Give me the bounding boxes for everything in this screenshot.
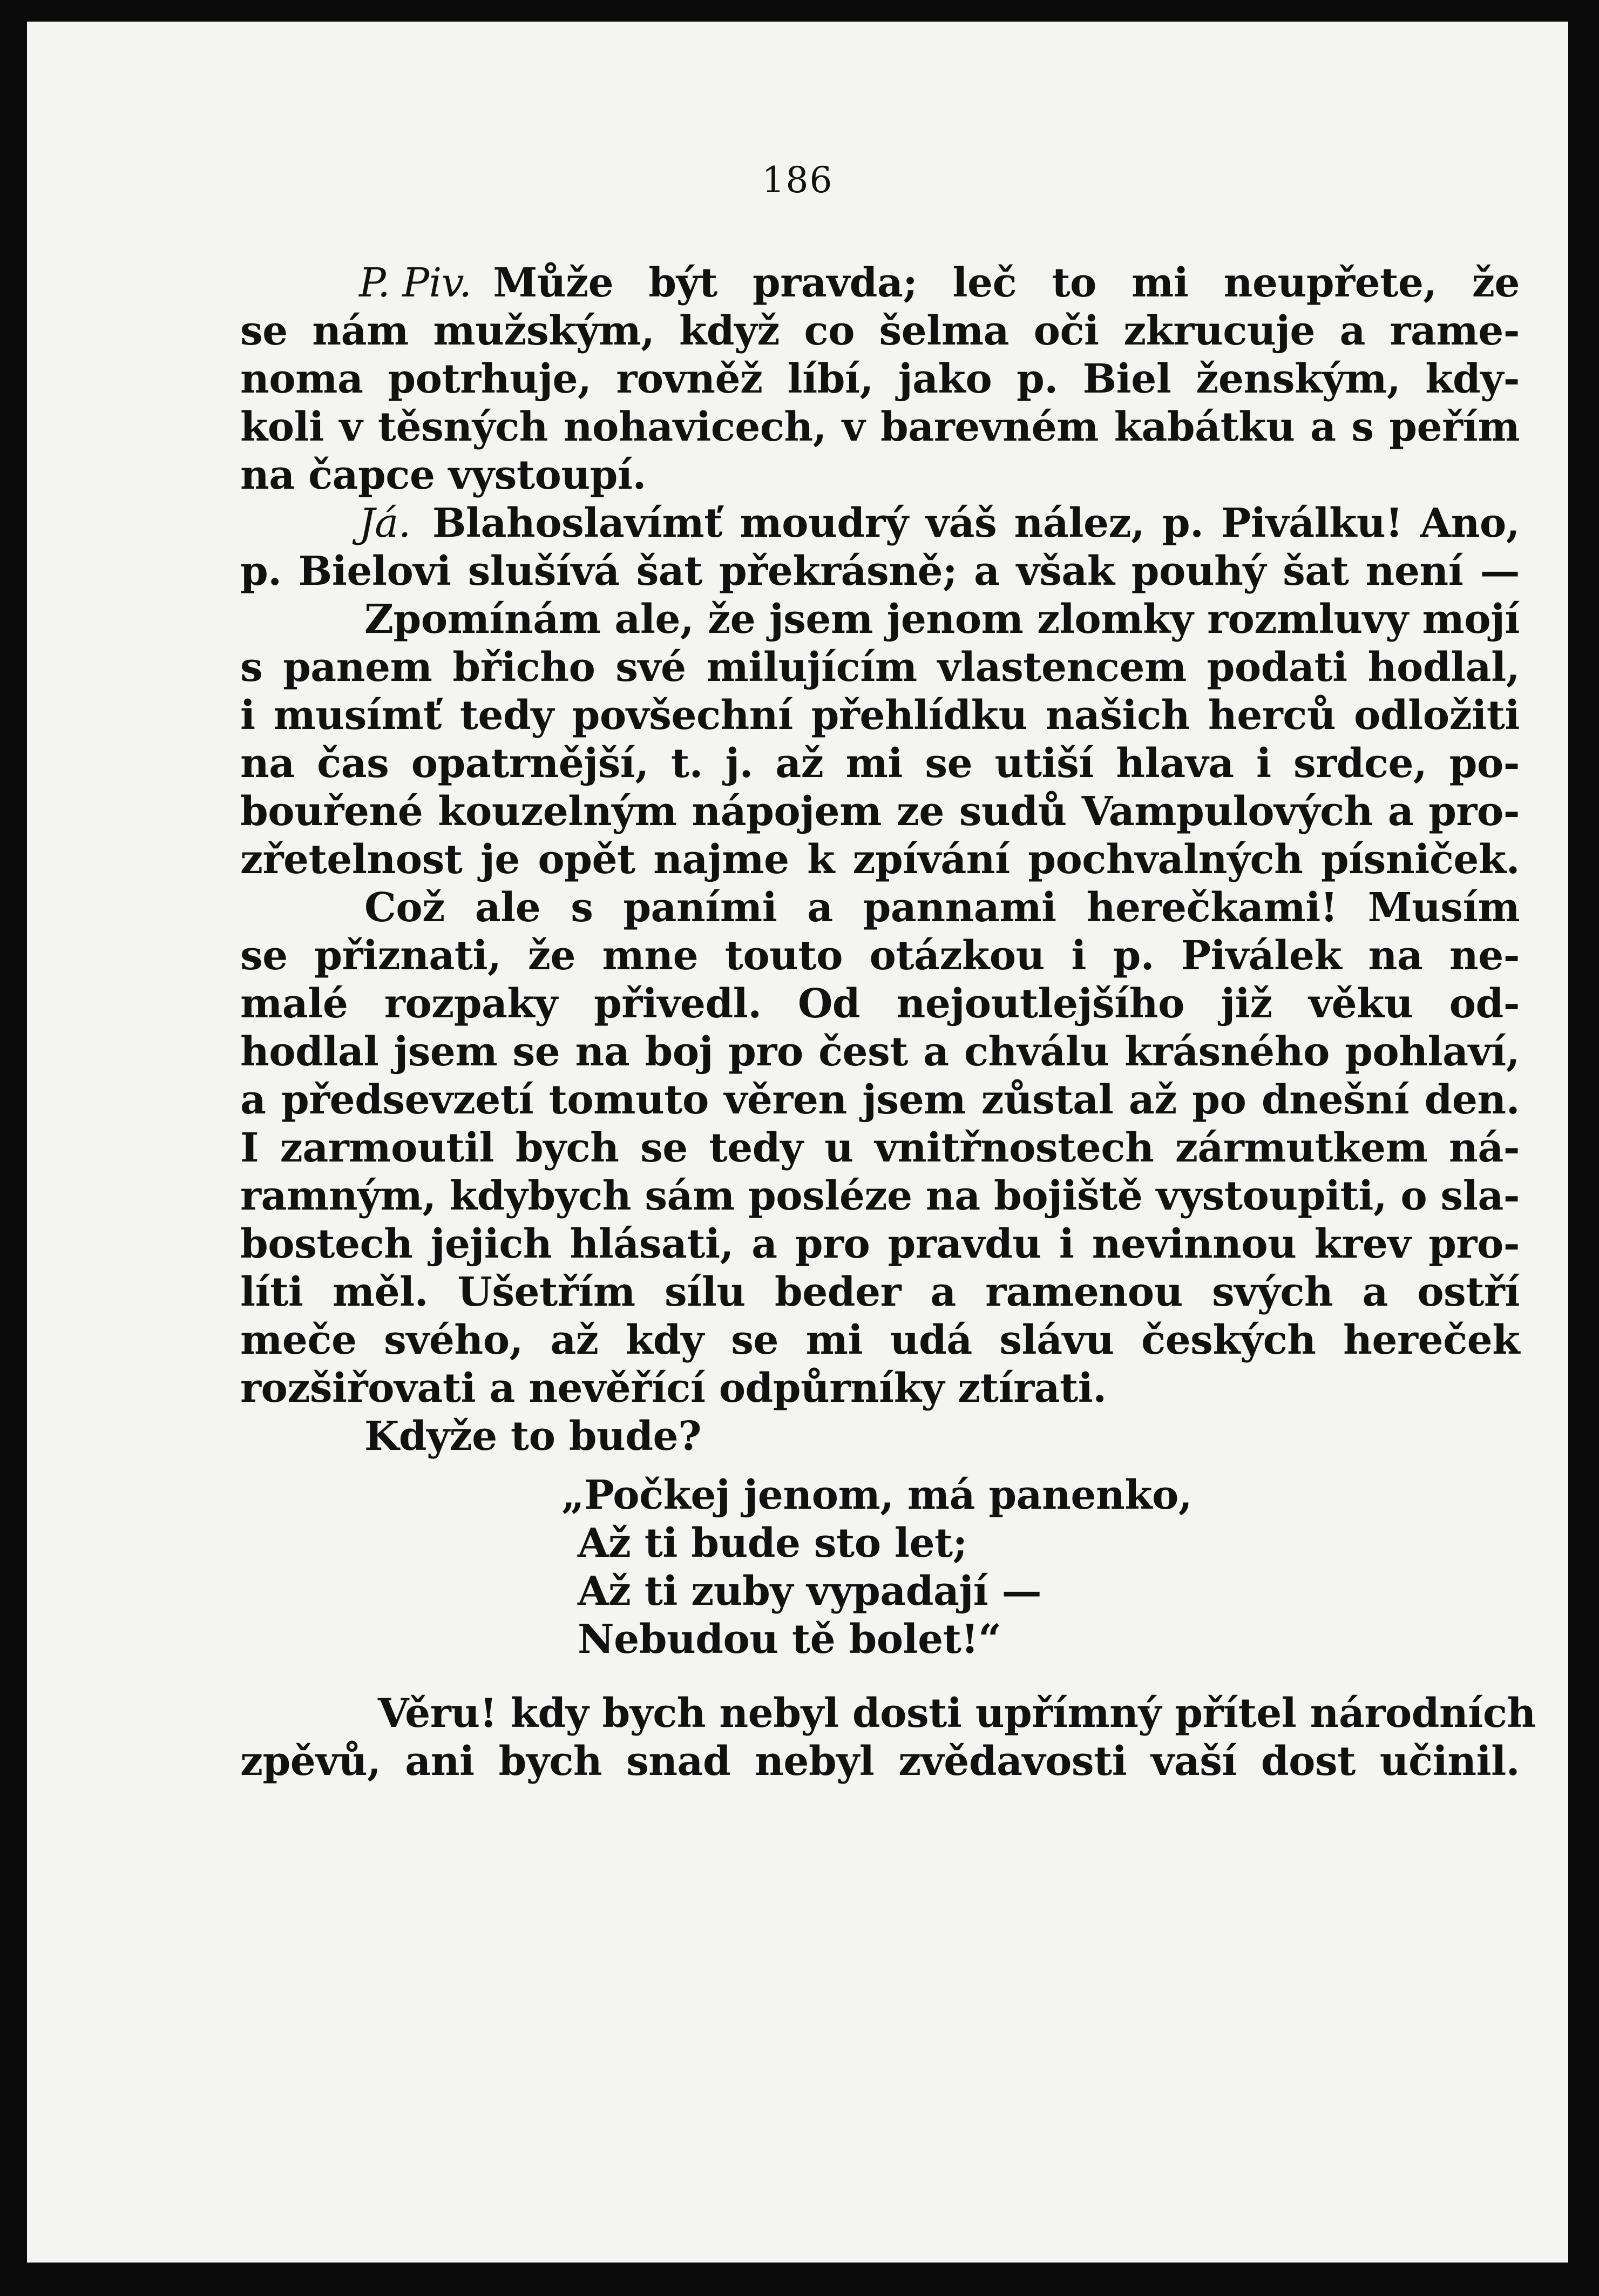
text-line: Blahoslavímť moudrý váš nález, p. Piválku! Ano,	[432, 500, 1520, 546]
page-body	[240, 259, 1536, 1786]
text-line-content: na čas opatrnější, t. j. až mi se utiší hlava i srdce, po-	[240, 740, 1520, 787]
page-number: 186	[762, 159, 834, 201]
poem-line: „Počkej jenom, má panenko,	[561, 1472, 1193, 1518]
text-line-content: noma potrhuje, rovněž líbí, jako p. Biel ženským, kdy-	[240, 356, 1520, 402]
text-line-content: I zarmoutil bych se tedy u vnitřnostech zármutkem ná-	[240, 1125, 1520, 1171]
text-line-content: p. Bielovi slušívá šat překrásně; a však pouhý šat není —	[240, 548, 1520, 595]
paragraph-first-line	[240, 596, 1520, 644]
text-line	[240, 307, 1520, 355]
text-line-content: a předsevzetí tomuto věren jsem zůstal až po dnešní den.	[240, 1077, 1520, 1123]
book-page	[27, 22, 1568, 2263]
text-line	[240, 740, 1520, 788]
text-line	[240, 1220, 1520, 1268]
poem	[561, 1471, 1520, 1664]
text-line	[240, 836, 1520, 884]
text-line: Může být pravda; leč to mi neupřete, že	[493, 260, 1520, 306]
text-line-content: malé rozpaky přivedl. Od nejoutlejšího již věku od-	[240, 981, 1520, 1027]
text-line	[240, 1172, 1520, 1220]
text-line	[240, 1076, 1520, 1124]
text-line	[240, 1124, 1520, 1172]
text-line-content: koli v těsných nohavicech, v barevném kabátku a s peřím	[240, 404, 1520, 450]
text-line-content: ramným, kdybych sám posléze na bojiště vystoupiti, o sla-	[240, 1173, 1520, 1219]
text-line	[240, 980, 1520, 1028]
text-line-content: meče svého, až kdy se mi udá slávu českých hereček	[240, 1317, 1520, 1363]
text-line-content: rozšiřovati a nevěřící odpůrníky ztírati.	[240, 1365, 1107, 1412]
question-text: Kdyže to bude?	[364, 1413, 701, 1460]
text-line	[240, 1365, 1520, 1413]
text-line	[240, 1028, 1520, 1076]
question-line	[240, 1413, 1520, 1461]
text-line	[240, 788, 1520, 836]
poem-line: Až ti zuby vypadají —	[578, 1568, 1042, 1615]
closing-paragraph	[240, 1690, 1536, 1786]
text-line-content: na čapce vystoupí.	[240, 452, 646, 498]
text-line	[240, 403, 1520, 451]
text-line-content: bouřené kouzelným nápojem ze sudů Vampulových a pro-	[240, 788, 1520, 835]
text-line	[240, 932, 1520, 980]
text-line	[240, 1738, 1520, 1786]
poem-line: Až ti bude sto let;	[578, 1520, 967, 1566]
text-line	[240, 692, 1520, 740]
text-line-content: hodlal jsem se na boj pro čest a chválu krásného pohlaví,	[240, 1029, 1520, 1075]
text-line	[240, 548, 1520, 596]
dialog-line	[240, 499, 1520, 548]
text-line-content: se přiznati, že mne touto otázkou i p. Piválek na ne-	[240, 933, 1520, 979]
text-line	[240, 1268, 1520, 1316]
text-line-content: Věru! kdy bych nebyl dosti upřímný přítel národních	[378, 1690, 1536, 1737]
text-line	[240, 451, 1520, 499]
text-line-content: Což ale s paními a pannami herečkami! Musím	[364, 884, 1520, 931]
text-line-content: s panem břicho své milujícím vlastencem podati hodlal,	[240, 644, 1520, 691]
speaker-label: P. Piv.	[359, 260, 472, 306]
text-line	[240, 644, 1520, 692]
text-line-content: i musímť tedy povšechní přehlídku našich herců odložiti	[240, 692, 1520, 739]
poem-line: Nebudou tě bolet!“	[578, 1616, 1001, 1663]
text-line-content: se nám mužským, když co šelma oči zkrucuje a rame-	[240, 308, 1520, 354]
text-line	[240, 1316, 1520, 1365]
text-line-content: zřetelnost je opět najme k zpívání pochvalných písniček.	[240, 836, 1520, 883]
text-line-content: Zpomínám ale, že jsem jenom zlomky rozmluvy mojí	[364, 596, 1520, 643]
dialog-line	[240, 259, 1520, 307]
paragraph-first-line	[240, 1690, 1536, 1738]
speaker-label: Já.	[359, 500, 411, 546]
text-line-content: líti měl. Ušetřím sílu beder a ramenou svých a ostří	[240, 1269, 1520, 1315]
text-line-content: bostech jejich hlásati, a pro pravdu i nevinnou krev pro-	[240, 1221, 1520, 1267]
paragraph-first-line	[240, 884, 1520, 932]
text-line	[240, 355, 1520, 403]
text-line-content: zpěvů, ani bych snad nebyl zvědavosti vaší dost učinil.	[240, 1738, 1520, 1785]
